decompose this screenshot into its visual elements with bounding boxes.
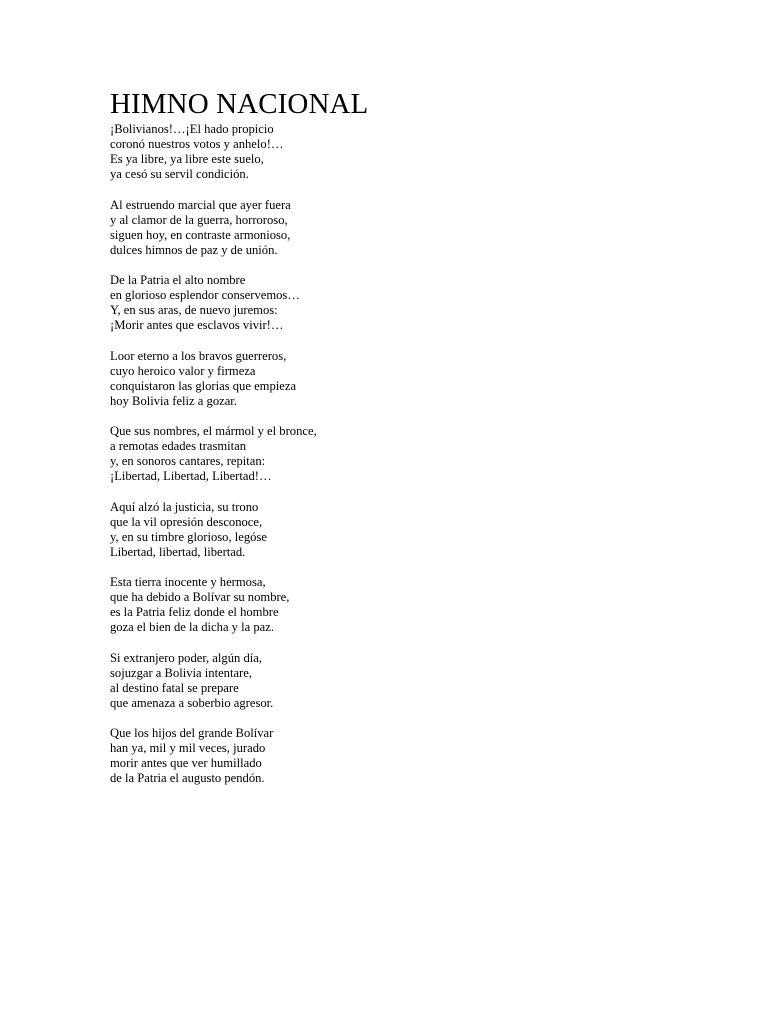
verse-line: sojuzgar a Bolivia intentare, <box>110 665 252 680</box>
stanza-1 <box>110 122 710 182</box>
verse-line: de la Patria el augusto pendón. <box>110 771 265 785</box>
verse-line: y, en su timbre glorioso, legóse <box>110 529 267 544</box>
verse-line: que ha debido a Bolívar su nombre, <box>110 590 290 604</box>
verse-line: es la Patria feliz donde el hombre <box>110 605 279 619</box>
stanza-3 <box>110 273 710 333</box>
stanza-4 <box>110 349 710 409</box>
verse-line: Es ya libre, ya libre este suelo, <box>110 152 264 166</box>
verse-line: De la Patria el alto nombre <box>110 273 246 287</box>
verse-line: Aquí alzó la justicia, su trono <box>110 499 259 514</box>
verse-line: y, en sonoros cantares, repitan: <box>110 454 266 468</box>
verse-line: cuyo heroico valor y firmeza <box>110 363 256 378</box>
verse-line: ¡Bolivianos!…¡El hado propicio <box>110 122 274 136</box>
verse-line: Al estruendo marcial que ayer fuera <box>110 197 291 212</box>
verse-line: Si extranjero poder, algún día, <box>110 650 262 665</box>
verse-line: Libertad, libertad, libertad. <box>110 544 246 559</box>
verse-line: que amenaza a soberbio agresor. <box>110 695 274 710</box>
verse-line: al destino fatal se prepare <box>110 680 239 695</box>
verse-line: morir antes que ver humillado <box>110 756 262 770</box>
verse-line: Loor eterno a los bravos guerreros, <box>110 348 287 363</box>
stanza-5 <box>110 424 710 484</box>
verse-line: Y, en sus aras, de nuevo juremos: <box>110 303 278 317</box>
stanza-2 <box>110 198 710 258</box>
page-title: HIMNO NACIONAL <box>110 88 369 120</box>
stanza-7 <box>110 575 710 635</box>
stanza-6 <box>110 500 710 560</box>
verse-line: que la vil opresión desconoce, <box>110 514 263 529</box>
document-page <box>110 86 710 802</box>
verse-line: siguen hoy, en contraste armonioso, <box>110 227 291 242</box>
verse-line: en glorioso esplendor conservemos… <box>110 288 300 302</box>
verse-line: conquistaron las glorias que empieza <box>110 378 297 393</box>
stanza-8 <box>110 651 710 711</box>
verse-line: han ya, mil y mil veces, jurado <box>110 741 266 755</box>
verse-line: y al clamor de la guerra, horroroso, <box>110 212 288 227</box>
verse-line: goza el bien de la dicha y la paz. <box>110 620 274 634</box>
verse-line: Que los hijos del grande Bolívar <box>110 726 274 740</box>
verse-line: a remotas edades trasmitan <box>110 439 247 453</box>
verse-line: ya cesó su servil condición. <box>110 167 249 181</box>
verse-line: ¡Morir antes que esclavos vivir!… <box>110 318 284 332</box>
verse-line: Esta tierra inocente y hermosa, <box>110 575 266 589</box>
verse-line: coronó nuestros votos y anhelo!… <box>110 137 284 151</box>
verse-line: hoy Bolivia feliz a gozar. <box>110 393 237 408</box>
verse-line: Que sus nombres, el mármol y el bronce, <box>110 424 317 438</box>
verse-line: dulces himnos de paz y de unión. <box>110 242 278 257</box>
stanza-9 <box>110 726 710 786</box>
verse-line: ¡Libertad, Libertad, Libertad!… <box>110 469 272 483</box>
